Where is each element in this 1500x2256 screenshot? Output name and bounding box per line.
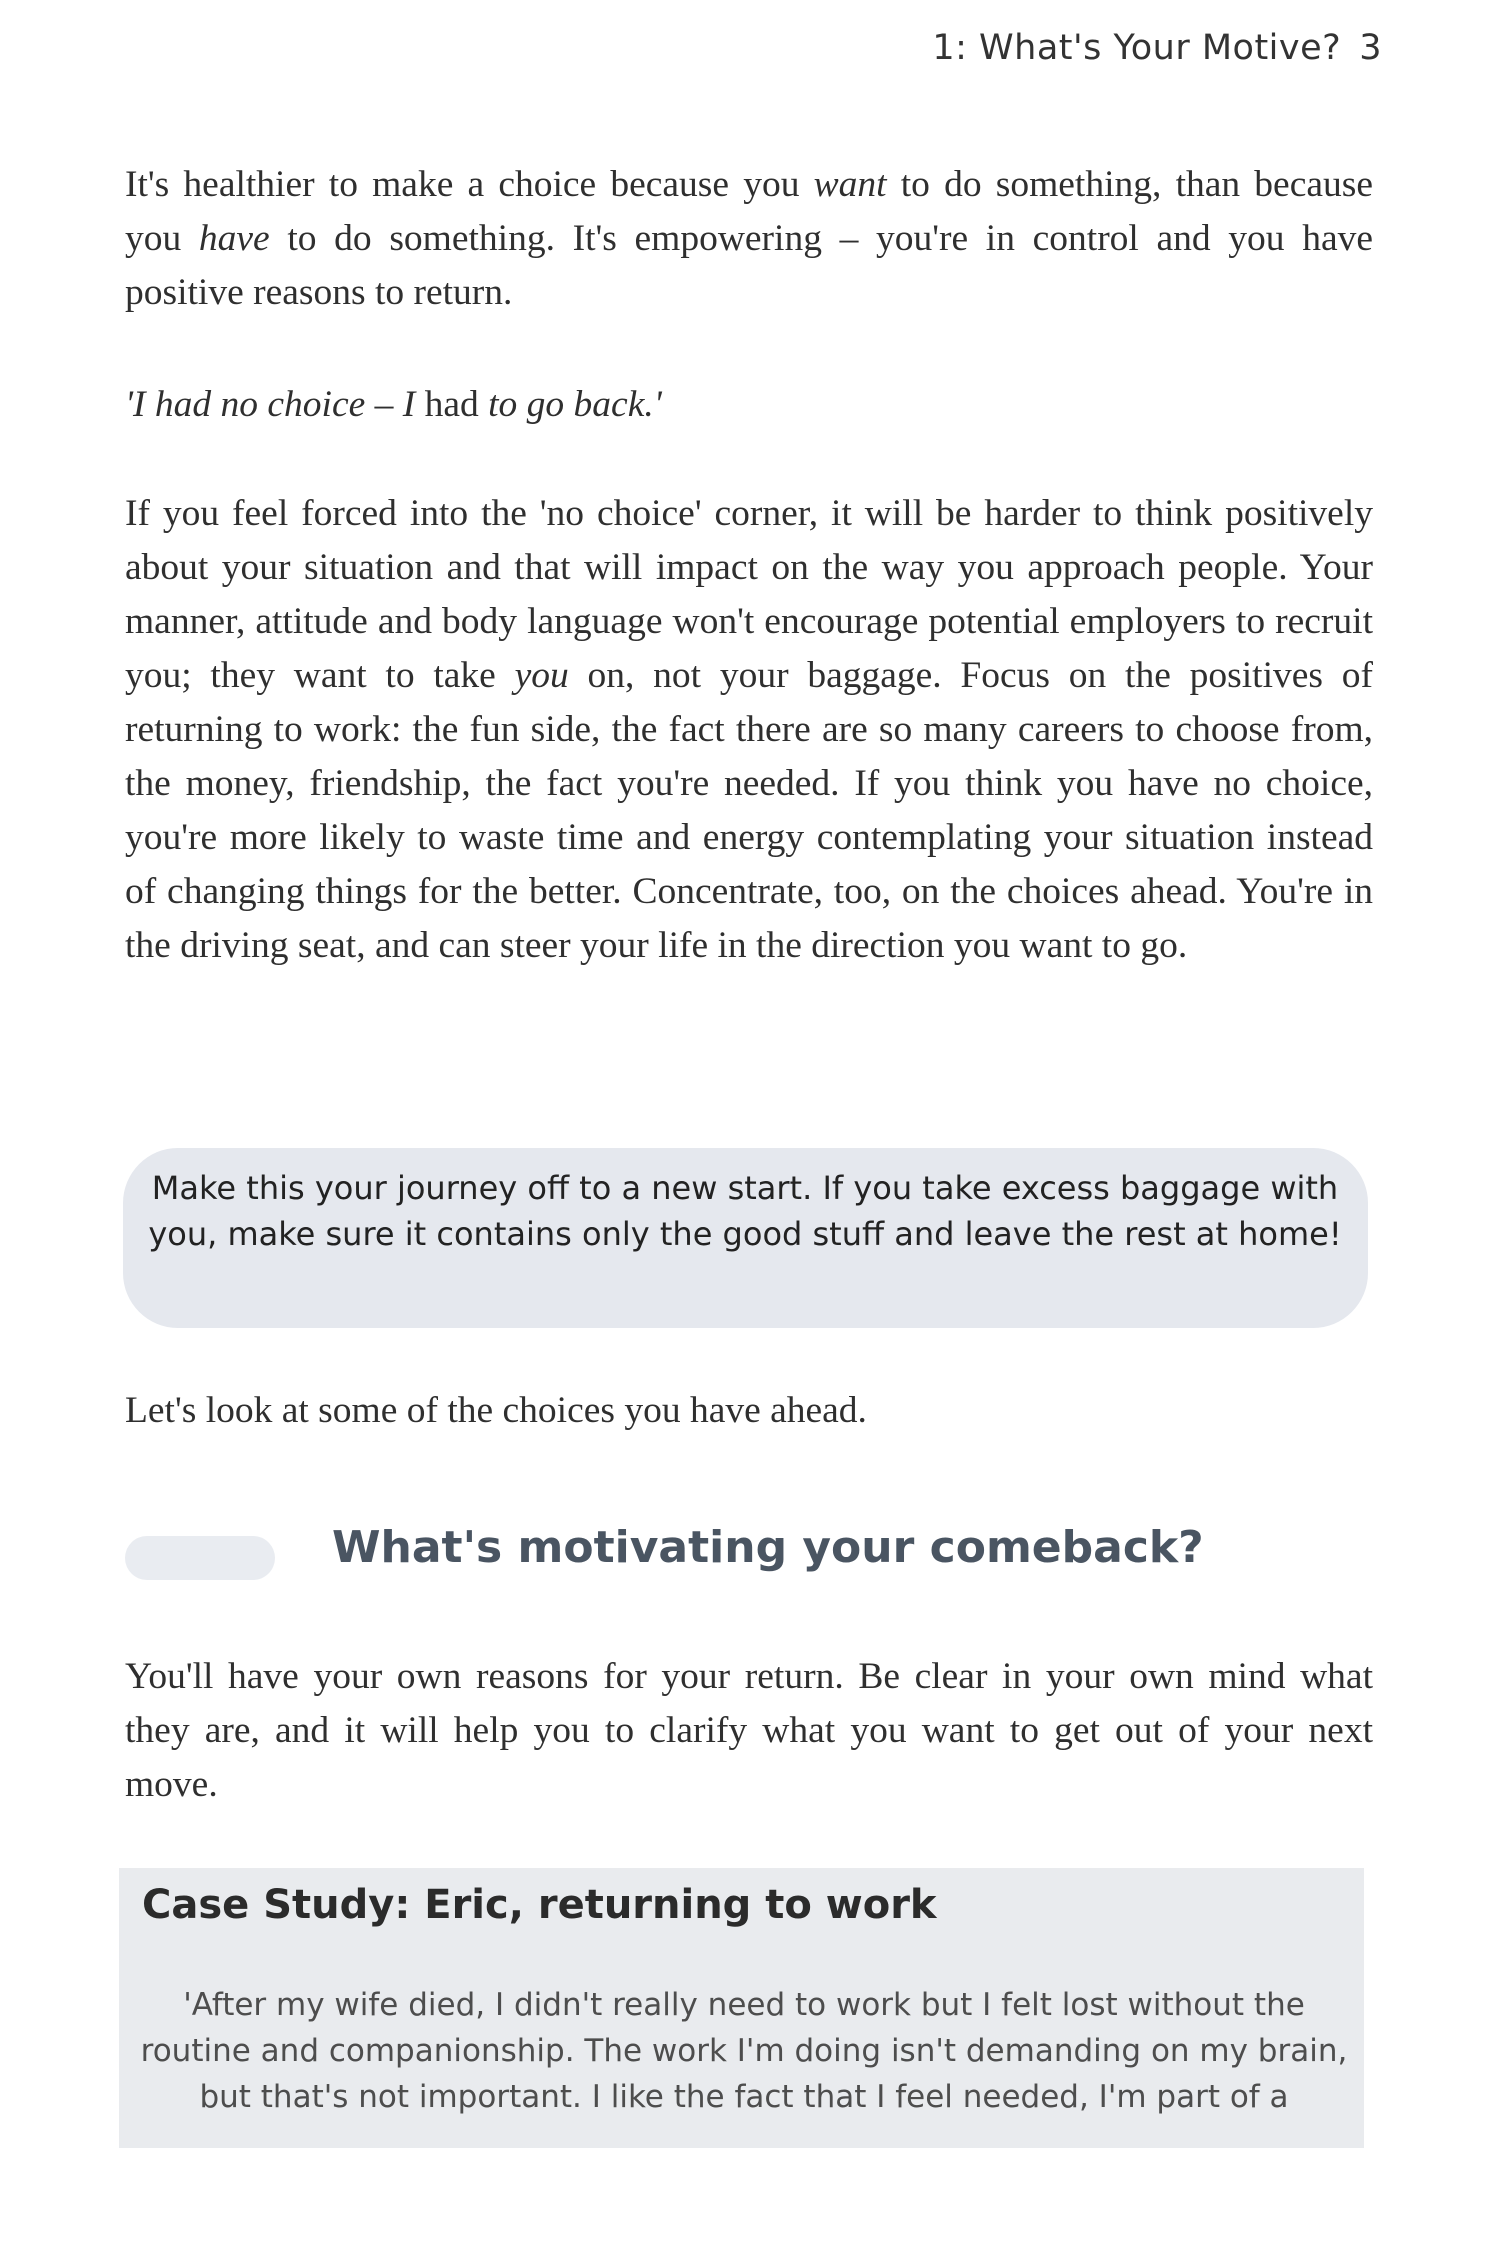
paragraph-own-reasons: You'll have your own reasons for your return. Be clear in your own mind what they are, and it will help you to clarify what you want to get out of your next move. xyxy=(125,1656,1373,1805)
page-number: 3 xyxy=(1359,28,1382,68)
section-heading: What's motivating your comeback? xyxy=(332,1522,1204,1573)
text-run: on, not your baggage. Focus on the positives of returning to work: the fun side, the fact there are so many careers to choose from, the money, friendship, the fact you're needed. If you think you have no choice, you're more likely to waste time and energy contemplating your situation instead of changing things for the better. Concentrate, too, on the choices ahead. You're in the driving seat, and can steer your life in the direction you want to go. xyxy=(125,655,1373,966)
emphasis-have: have xyxy=(198,218,270,259)
paragraph-choice xyxy=(125,158,1373,320)
case-study-title: Case Study: Eric, returning to work xyxy=(142,1882,937,1928)
pull-quote xyxy=(125,378,662,432)
heading-decoration-bar xyxy=(125,1536,275,1580)
quote-text: to go back.' xyxy=(478,384,662,425)
text-run: It's healthier to make a choice because you xyxy=(125,164,814,205)
paragraph-no-choice xyxy=(125,487,1373,973)
tip-text: Make this your journey off to a new start. If you take excess baggage with you, make sure it contains only the good stuff and leave the rest at home! xyxy=(148,1169,1342,1253)
text-run: If you feel forced into the 'no choice' corner, it will be harder to think positively about your situation and that will impact on the way you approach people. Your manner, attitude and body language won't encourage potential employers to recruit you; they want to take xyxy=(125,493,1373,696)
emphasis-want: want xyxy=(813,164,887,205)
quote-upright-word: had xyxy=(424,384,479,425)
text-run: to do something, than because you xyxy=(125,164,1373,259)
quote-text: 'I had no choice – I xyxy=(125,384,425,425)
emphasis-you: you xyxy=(514,655,569,696)
text-run: to do something. It's empowering – you're in control and you have positive reasons to return. xyxy=(125,218,1373,313)
running-header xyxy=(932,28,1382,68)
chapter-title: 1: What's Your Motive? xyxy=(932,28,1342,68)
paragraph-choices-ahead: Let's look at some of the choices you have ahead. xyxy=(125,1390,867,1431)
case-study-text: 'After my wife died, I didn't really need to work but I felt lost without the routine and companionship. The work I'm doing isn't demanding on my brain, but that's not important. I like the fact that I feel needed, I'm part of a xyxy=(140,1987,1348,2115)
